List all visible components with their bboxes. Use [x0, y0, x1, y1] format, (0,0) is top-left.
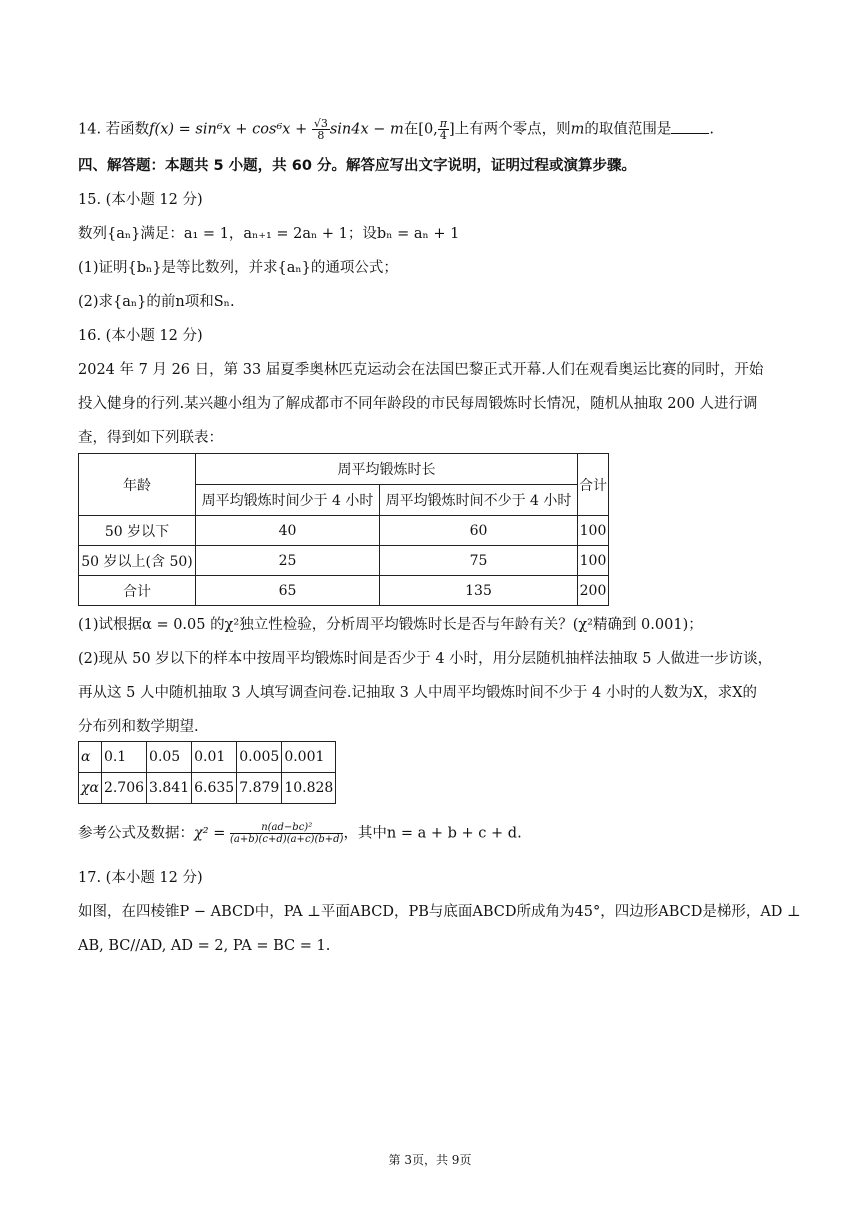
- chi-value: 6.635: [192, 773, 237, 804]
- q16-paragraph-line1: 2024 年 7 月 26 日，第 33 届夏季奥林匹克运动会在法国巴黎正式开幕.人们在观看奥运比赛的同时，开始: [78, 362, 764, 378]
- group-header: 周平均锻炼时长: [196, 454, 578, 485]
- cell-value: 40: [196, 516, 380, 546]
- alpha-value: 0.1: [101, 742, 146, 773]
- q14-variable: m: [570, 121, 585, 138]
- q15-given: 数列{aₙ}满足：a₁ = 1，aₙ₊₁ = 2aₙ + 1；设bₙ = aₙ + 1: [78, 226, 460, 242]
- q14-function: f(x) = sin⁶x + cos⁶x +: [149, 121, 308, 138]
- question-number: 14.: [78, 121, 102, 138]
- total-header: 合计: [578, 454, 609, 516]
- chi-row: [79, 773, 336, 804]
- alpha-value: 0.01: [192, 742, 237, 773]
- q14-end: .: [709, 121, 715, 138]
- chi-value: 10.828: [282, 773, 336, 804]
- q14-function-tail: sin4x − m: [329, 121, 404, 138]
- q14-coefficient-fraction: [312, 118, 330, 141]
- column-header-at-least-4h: 周平均锻炼时间不少于 4 小时: [380, 485, 578, 516]
- q14-tail: 的取值范围是: [584, 121, 672, 138]
- chi-value: 7.879: [237, 773, 282, 804]
- formula-prefix: 参考公式及数据：: [78, 825, 194, 842]
- formula-lhs: χ² =: [194, 825, 226, 842]
- row-label: 50 岁以上(含 50): [79, 546, 196, 576]
- critical-value-table: [78, 741, 336, 804]
- cell-value: 25: [196, 546, 380, 576]
- column-header-less-4h: 周平均锻炼时间少于 4 小时: [196, 485, 380, 516]
- table-row: [79, 516, 609, 546]
- reference-formula: [78, 822, 522, 845]
- q17-line1: 如图，在四棱锥P − ABCD中，PA ⊥平面ABCD，PB与底面ABCD所成角为45°，四边形ABCD是梯形，AD ⊥: [78, 904, 801, 920]
- q16-paragraph-line2: 投入健身的行列.某兴趣小组为了解成都市不同年龄段的市民每周锻炼时长情况，随机从抽取 200 人进行调: [78, 396, 758, 412]
- alpha-value: 0.005: [237, 742, 282, 773]
- q16-part2-line1: (2)现从 50 岁以下的样本中按周平均锻炼时间是否少于 4 小时，用分层随机抽样法抽取 5 人做进一步访谈，: [78, 651, 773, 667]
- q16-part1: (1)试根据α = 0.05 的χ²独立性检验，分析周平均锻炼时长是否与年龄有关？(χ²精确到 0.001)；: [78, 617, 703, 633]
- q15-part1: (1)证明{bₙ}是等比数列，并求{aₙ}的通项公式；: [78, 260, 398, 276]
- q14-text-pre: 若函数: [105, 121, 150, 138]
- fraction-denominator: 4: [439, 129, 447, 142]
- chi-label: χα: [79, 773, 102, 804]
- q15-header: 15. (本小题 12 分): [78, 192, 203, 208]
- answer-blank: [671, 119, 709, 134]
- formula-fraction: [230, 822, 343, 845]
- cell-value: 65: [196, 576, 380, 606]
- cell-total: 100: [578, 546, 609, 576]
- alpha-row: [79, 742, 336, 773]
- cell-value: 75: [380, 546, 578, 576]
- alpha-label: α: [79, 742, 102, 773]
- q15-part2: (2)求{aₙ}的前n项和Sₙ.: [78, 294, 235, 310]
- cell-value: 60: [380, 516, 578, 546]
- contingency-table: [78, 453, 609, 606]
- age-header: 年龄: [79, 454, 196, 516]
- section-heading: 四、解答题：本题共 5 小题，共 60 分。解答应写出文字说明，证明过程或演算步骤。: [78, 158, 636, 174]
- cell-total: 200: [578, 576, 609, 606]
- alpha-value: 0.001: [282, 742, 336, 773]
- row-label: 50 岁以下: [79, 516, 196, 546]
- chi-value: 2.706: [101, 773, 146, 804]
- cell-value: 135: [380, 576, 578, 606]
- table-row: [79, 576, 609, 606]
- q16-paragraph-line3: 查，得到如下列联表：: [78, 430, 223, 446]
- q16-part2-line3: 分布列和数学期望.: [78, 719, 199, 735]
- q14-interval-post: ]上有两个零点，则: [449, 121, 571, 138]
- alpha-value: 0.05: [147, 742, 192, 773]
- fraction-numerator: π: [439, 117, 448, 130]
- row-label: 合计: [79, 576, 196, 606]
- q14-pi-fraction: [438, 118, 449, 141]
- q16-header: 16. (本小题 12 分): [78, 328, 203, 344]
- chi-value: 3.841: [147, 773, 192, 804]
- fraction-denominator: 8: [317, 129, 325, 142]
- q17-line2: AB, BC//AD, AD = 2, PA = BC = 1.: [78, 938, 331, 954]
- fraction-denominator: (a+b)(c+d)(a+c)(b+d): [229, 834, 344, 845]
- formula-suffix: ，其中n = a + b + c + d.: [343, 825, 522, 842]
- page-footer: 第 3页，共 9页: [388, 1153, 472, 1167]
- q17-header: 17. (本小题 12 分): [78, 870, 203, 886]
- q14-interval-pre: 在[0,: [403, 121, 438, 138]
- fraction-numerator: √3: [313, 117, 328, 130]
- table-row: [79, 546, 609, 576]
- fraction-numerator: n(ad−bc)²: [230, 822, 343, 834]
- question-14: [78, 118, 714, 141]
- cell-total: 100: [578, 516, 609, 546]
- q16-part2-line2: 再从这 5 人中随机抽取 3 人填写调查问卷.记抽取 3 人中周平均锻炼时间不少于 4 小时的人数为X，求X的: [78, 685, 758, 701]
